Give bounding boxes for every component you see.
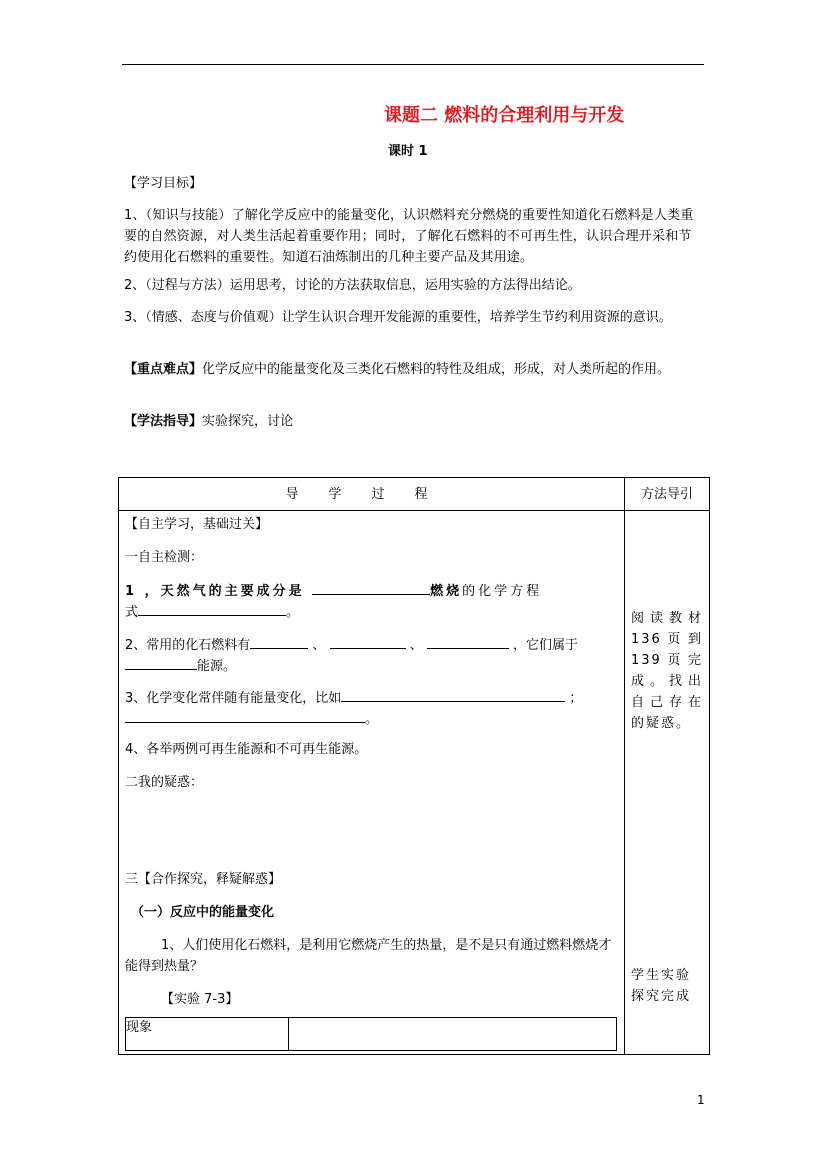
self-check-heading: 一自主检测： xyxy=(125,550,204,565)
section-energy-change: （一）反应中的能量变化 xyxy=(131,905,275,920)
study-process-table xyxy=(118,477,710,1055)
answer-blank[interactable] xyxy=(138,601,286,616)
objective-1: 1、（知识与技能）了解化学反应中的能量变化，认识燃料充分燃烧的重要性知道化石燃料是人类重要的自然资源，对人类生活起着重要作用；同时，了解化石燃料的不可再生性，认识合理开采和节约使用化石燃料的重要性。知道石油炼制出的几种主要产品及其用途。 xyxy=(124,208,694,265)
guidance-label: 【学法指导】 xyxy=(124,414,203,429)
process-cell xyxy=(119,511,625,1055)
answer-blank[interactable] xyxy=(427,634,509,649)
objective-2: 2、（过程与方法）运用思考，讨论的方法获取信息，运用实验的方法得出结论。 xyxy=(124,278,581,293)
doubts-heading: 二我的疑惑： xyxy=(125,775,204,790)
answer-blank[interactable] xyxy=(312,580,430,595)
answer-blank[interactable] xyxy=(125,708,365,723)
objectives-heading: 【学习目标】 xyxy=(124,176,203,191)
phenomenon-answer[interactable] xyxy=(289,1018,617,1051)
guidance-text: 实验探究，讨论 xyxy=(202,414,294,429)
page-title: 课题二 燃料的合理利用与开发 xyxy=(384,105,625,126)
cooperation-heading: 三【合作探究，释疑解惑】 xyxy=(125,872,282,887)
guide-reading: 阅读教材136页到139页完成。找出自己存在的疑惑。 xyxy=(631,611,703,731)
key-points-label: 【重点难点】 xyxy=(124,362,203,377)
question-5: 1、人们使用化石燃料，是利用它燃烧产生的热量，是不是只有通过燃料燃烧才能得到热量？ xyxy=(125,938,612,974)
guide-cell xyxy=(625,511,710,1055)
answer-blank[interactable] xyxy=(330,634,406,649)
question-1-cont: 式 。 xyxy=(125,601,299,623)
guide-experiment: 学生实验探究完成 xyxy=(631,968,692,1004)
question-2-cont: 能源。 xyxy=(125,655,236,677)
answer-blank[interactable] xyxy=(341,687,565,702)
answer-blank[interactable] xyxy=(125,655,197,670)
phenomenon-label: 现象 xyxy=(126,1018,289,1051)
page-number: 1 xyxy=(697,1093,705,1107)
answer-blank[interactable] xyxy=(250,634,308,649)
experiment-label: 【实验 7-3】 xyxy=(161,992,239,1007)
question-3: 3、化学变化常伴随有能量变化，比如 ； xyxy=(125,687,582,709)
question-4: 4、各举两例可再生能源和不可再生能源。 xyxy=(125,742,368,757)
objective-3: 3、（情感、态度与价值观）让学生认识合理开发能源的重要性，培养学生节约利用资源的意识。 xyxy=(124,310,672,325)
question-1: 1 ，天然气的主要成分是 燃烧的化学方程 xyxy=(125,580,619,602)
lesson-period: 课时 1 xyxy=(388,144,428,159)
key-points xyxy=(124,359,704,380)
key-points-text: 化学反应中的能量变化及三类化石燃料的特性及组成，形成，对人类所起的作用。 xyxy=(202,362,671,377)
study-guidance xyxy=(124,411,704,432)
table-header-process: 导学过程 xyxy=(119,478,625,511)
experiment-table xyxy=(125,1017,617,1051)
question-2: 2、常用的化石燃料有 、 、 ，它们属于 xyxy=(125,634,578,656)
question-3-cont: 。 xyxy=(125,708,378,730)
self-study-heading: 【自主学习，基础过关】 xyxy=(125,517,269,532)
table-header-guide: 方法导引 xyxy=(625,478,710,511)
header-rule xyxy=(122,64,704,65)
